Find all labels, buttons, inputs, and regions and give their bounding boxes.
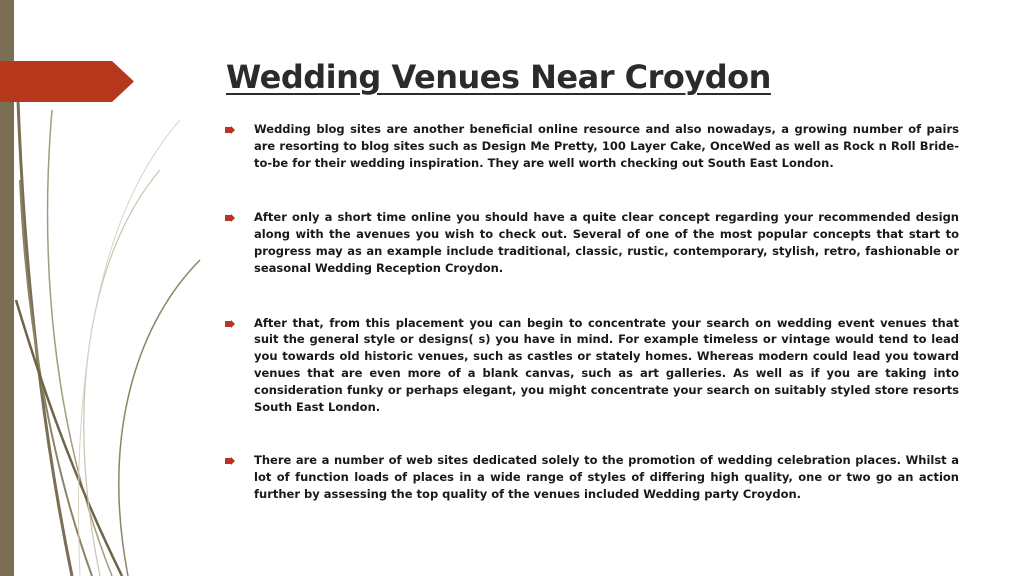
list-item (225, 315, 959, 416)
arrow-bullet-icon (225, 457, 235, 465)
bullet-text: After only a short time online you should have a quite clear concept regarding your recommended design along with the avenues you wish to check out. Several of one of the most popular concepts that start to progress may as an example include traditional, classic, rustic, contemporary, stylish, retro, fashionable or seasonal Wedding Reception Croydon. (254, 210, 959, 275)
list-item (225, 121, 959, 171)
page-title: Wedding Venues Near Croydon (226, 58, 771, 96)
bullet-text: After that, from this placement you can begin to concentrate your search on wedding event venues that suit the general style or designs( s) you have in mind. For example timeless or vintage would tend to lead you towards old historic venues, such as castles or stately homes. Whereas modern could lead you toward venues that are even more of a blank canvas, such as art galleries. As well as if you are taking into consideration funky or perhaps elegant, you might concentrate your search on suitably styled store resorts South East London. (254, 315, 959, 414)
bullet-text: Wedding blog sites are another beneficial online resource and also nowadays, a growing number of pairs are resorting to blog sites such as Design Me Pretty, 100 Layer Cake, OnceWed as well as Rock n Roll Bride-to-be for their wedding inspiration. They are well worth checking out South East London. (254, 122, 959, 170)
list-item (225, 452, 959, 502)
arrow-bullet-icon (225, 214, 235, 222)
list-item (225, 209, 959, 276)
arrow-bullet-icon (225, 126, 235, 134)
bullet-list (225, 121, 959, 541)
arrow-bullet-icon (225, 320, 235, 328)
title-accent-tab (0, 61, 134, 102)
bullet-text: There are a number of web sites dedicated solely to the promotion of wedding celebration places. Whilst a lot of function loads of places in a wide range of styles of differing high quality, one or two go an action further by assessing the top quality of the venues included Wedding party Croydon. (254, 453, 959, 501)
